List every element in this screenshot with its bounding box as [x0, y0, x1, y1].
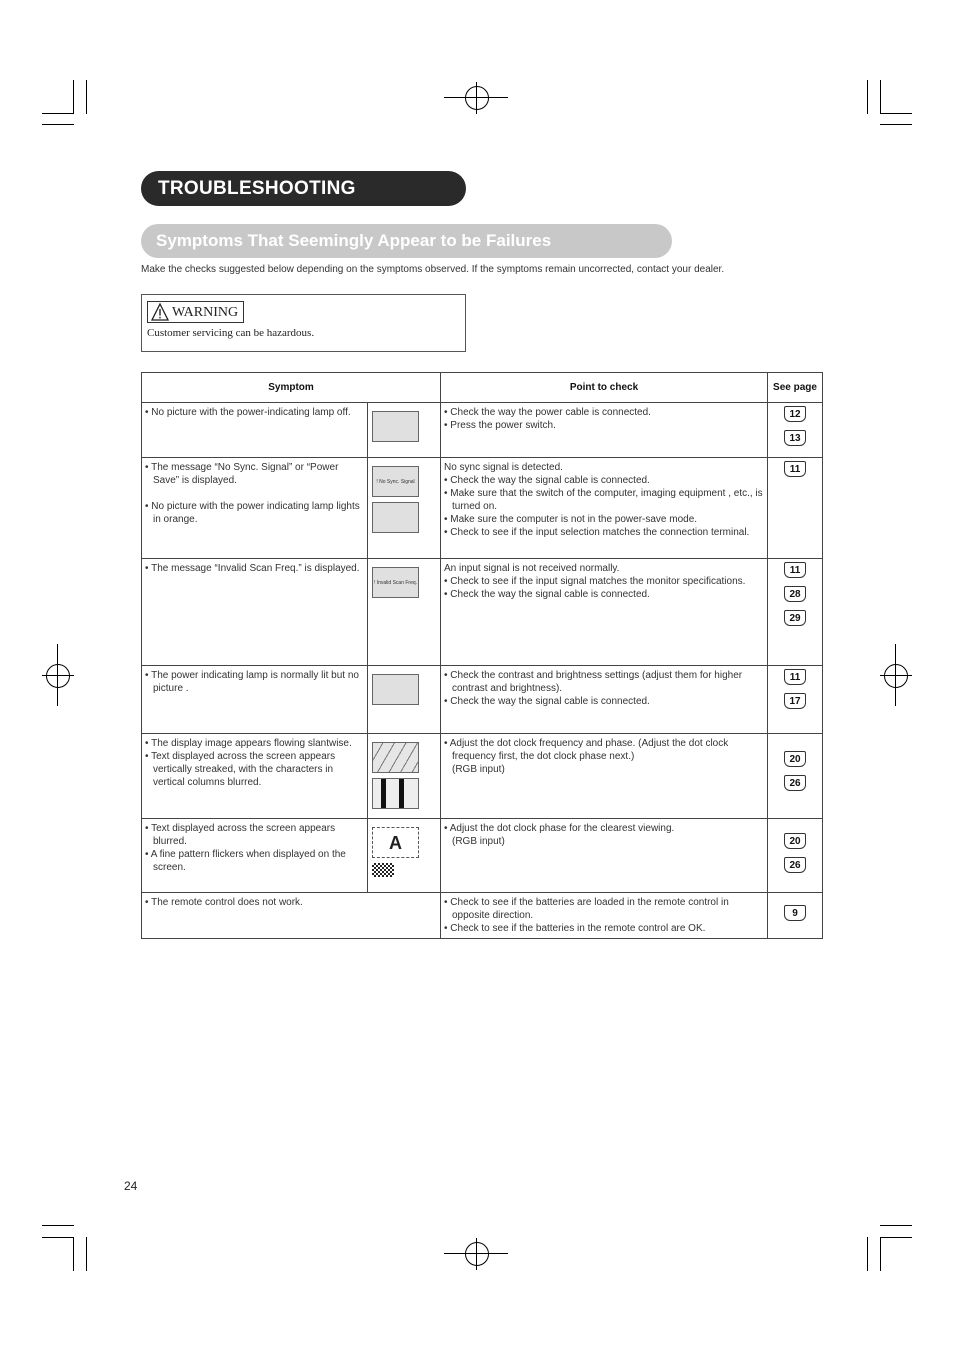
check-cell [441, 819, 768, 893]
registration-circle-icon [465, 86, 489, 110]
check-text: An input signal is not received normally. [444, 563, 620, 574]
warning-box [141, 294, 466, 352]
registration-circle-icon [465, 1242, 489, 1266]
page-ref-book-icon: 26 [784, 775, 806, 791]
check-text: • Make sure that the switch of the computer, imaging equipment , etc., is turned on. [444, 488, 763, 512]
check-text: • Check the way the signal cable is connected. [444, 475, 650, 486]
screen-illustration [372, 411, 419, 442]
header-symptom: Symptom [142, 373, 441, 403]
warning-text: Customer servicing can be hazardous. [147, 327, 315, 339]
troubleshooting-table [141, 372, 823, 939]
page-ref-book-icon: 17 [784, 693, 806, 709]
check-cell [441, 458, 768, 559]
section-title: Symptoms That Seemingly Appear to be Failures [141, 224, 672, 258]
screen-illustration-cell [368, 559, 441, 666]
page-ref-book-icon: 12 [784, 406, 806, 422]
table-row [142, 666, 823, 734]
screen-illustration-cell [368, 819, 441, 893]
see-page-cell [768, 819, 823, 893]
page-ref-book-icon: 11 [784, 562, 806, 578]
warning-triangle-icon [151, 303, 169, 321]
crop-mark [880, 1237, 912, 1238]
header-check: Point to check [441, 373, 768, 403]
page-title: TROUBLESHOOTING [141, 171, 466, 206]
screen-illustration [372, 502, 419, 533]
page-ref-book-icon: 11 [784, 461, 806, 477]
screen-illustration-cell [368, 666, 441, 734]
symptom-cell [142, 819, 368, 893]
check-cell [441, 559, 768, 666]
symptom-cell [142, 403, 368, 458]
intro-text: Make the checks suggested below depending on the symptoms observed. If the symptoms remain uncorrected, contact your dealer. [141, 264, 725, 275]
crop-mark [42, 113, 74, 114]
header-see-page: See page [768, 373, 823, 403]
crop-mark [867, 1237, 868, 1271]
symptom-text: • Text displayed across the screen appears vertically streaked, with the characters in vertical columns blurred. [145, 751, 336, 788]
page-ref-book-icon: 11 [784, 669, 806, 685]
crop-mark [42, 1225, 74, 1226]
vertical-streak-illustration [372, 778, 419, 809]
crop-mark [42, 124, 74, 125]
symptom-text: • No picture with the power-indicating lamp off. [145, 407, 351, 418]
crop-mark [73, 80, 74, 114]
page-ref-book-icon: 20 [784, 751, 806, 767]
check-text: • Check the way the power cable is connected. [444, 407, 651, 418]
crop-mark [73, 1237, 74, 1271]
check-cell [441, 666, 768, 734]
slanted-image-illustration [372, 742, 419, 773]
screen-illustration-cell [368, 458, 441, 559]
crop-mark [880, 113, 912, 114]
check-text: No sync signal is detected. [444, 462, 563, 473]
symptom-cell [142, 458, 368, 559]
page-ref-book-icon: 29 [784, 610, 806, 626]
symptom-text: • The message “No Sync. Signal” or “Power Save” is displayed. [145, 462, 339, 486]
screen-illustration: ! Invalid Scan Freq. [372, 567, 419, 598]
table-header-row [142, 373, 823, 403]
table-row [142, 403, 823, 458]
symptom-text: • The display image appears flowing slantwise. [145, 738, 352, 749]
page-number: 24 [124, 1179, 138, 1193]
check-text: • Check to see if the input signal matches the monitor specifications. [444, 576, 746, 587]
fine-pattern-illustration [372, 863, 394, 877]
check-text: • Check to see if the input selection matches the connection terminal. [444, 527, 750, 538]
page-ref-book-icon: 9 [784, 905, 806, 921]
check-text: (RGB input) [452, 836, 505, 847]
page-ref-book-icon: 26 [784, 857, 806, 873]
table-row [142, 893, 823, 939]
see-page-cell [768, 559, 823, 666]
crop-mark [86, 1237, 87, 1271]
page-ref-book-icon: 20 [784, 833, 806, 849]
symptom-cell [142, 666, 368, 734]
table-row [142, 734, 823, 819]
check-cell [441, 734, 768, 819]
crop-mark [880, 1225, 912, 1226]
streak-bar [399, 779, 404, 808]
blurred-text-illustration: A [372, 827, 419, 858]
symptom-cell [142, 559, 368, 666]
crop-mark [86, 80, 87, 114]
table-row [142, 559, 823, 666]
check-text: • Check the way the signal cable is connected. [444, 589, 650, 600]
registration-circle-icon [884, 664, 908, 688]
check-text: (RGB input) [452, 764, 505, 775]
see-page-cell [768, 666, 823, 734]
symptom-text: • Text displayed across the screen appears blurred. [145, 823, 336, 847]
crop-mark [42, 1237, 74, 1238]
streak-bar [381, 779, 386, 808]
symptom-text: • The message “Invalid Scan Freq.” is displayed. [145, 563, 360, 574]
symptom-cell [142, 893, 441, 939]
page-ref-book-icon: 13 [784, 430, 806, 446]
page-ref-book-icon: 28 [784, 586, 806, 602]
see-page-cell [768, 893, 823, 939]
crop-mark [880, 124, 912, 125]
symptom-text: • The remote control does not work. [145, 897, 303, 908]
crop-mark [880, 80, 881, 114]
check-cell [441, 403, 768, 458]
check-text: • Check to see if the batteries are loaded in the remote control in opposite direction. [444, 897, 729, 921]
screen-illustration: ! No Sync. Signal [372, 466, 419, 497]
screen-illustration-cell [368, 403, 441, 458]
see-page-cell [768, 458, 823, 559]
check-text: • Check to see if the batteries in the remote control are OK. [444, 923, 706, 934]
symptom-text: • The power indicating lamp is normally lit but no picture . [145, 670, 359, 694]
check-text: • Press the power switch. [444, 420, 556, 431]
table-row [142, 458, 823, 559]
registration-circle-icon [46, 664, 70, 688]
warning-label-text: WARNING [172, 305, 239, 320]
symptom-cell [142, 734, 368, 819]
symptom-text: • No picture with the power indicating lamp lights in orange. [145, 501, 360, 525]
warning-label [147, 301, 244, 323]
check-text: • Make sure the computer is not in the power-save mode. [444, 514, 698, 525]
crop-mark [880, 1237, 881, 1271]
check-text: • Check the contrast and brightness settings (adjust them for higher contrast and brightness). [444, 670, 743, 694]
check-text: • Adjust the dot clock frequency and phase. (Adjust the dot clock frequency first, the dot clock phase next.) [444, 738, 729, 762]
check-text: • Check the way the signal cable is connected. [444, 696, 650, 707]
symptom-text: • A fine pattern flickers when displayed on the screen. [145, 849, 346, 873]
crop-mark [867, 80, 868, 114]
screen-illustration-cell [368, 734, 441, 819]
see-page-cell [768, 734, 823, 819]
see-page-cell [768, 403, 823, 458]
table-row [142, 819, 823, 893]
check-text: • Adjust the dot clock phase for the clearest viewing. [444, 823, 675, 834]
check-cell [441, 893, 768, 939]
screen-illustration [372, 674, 419, 705]
